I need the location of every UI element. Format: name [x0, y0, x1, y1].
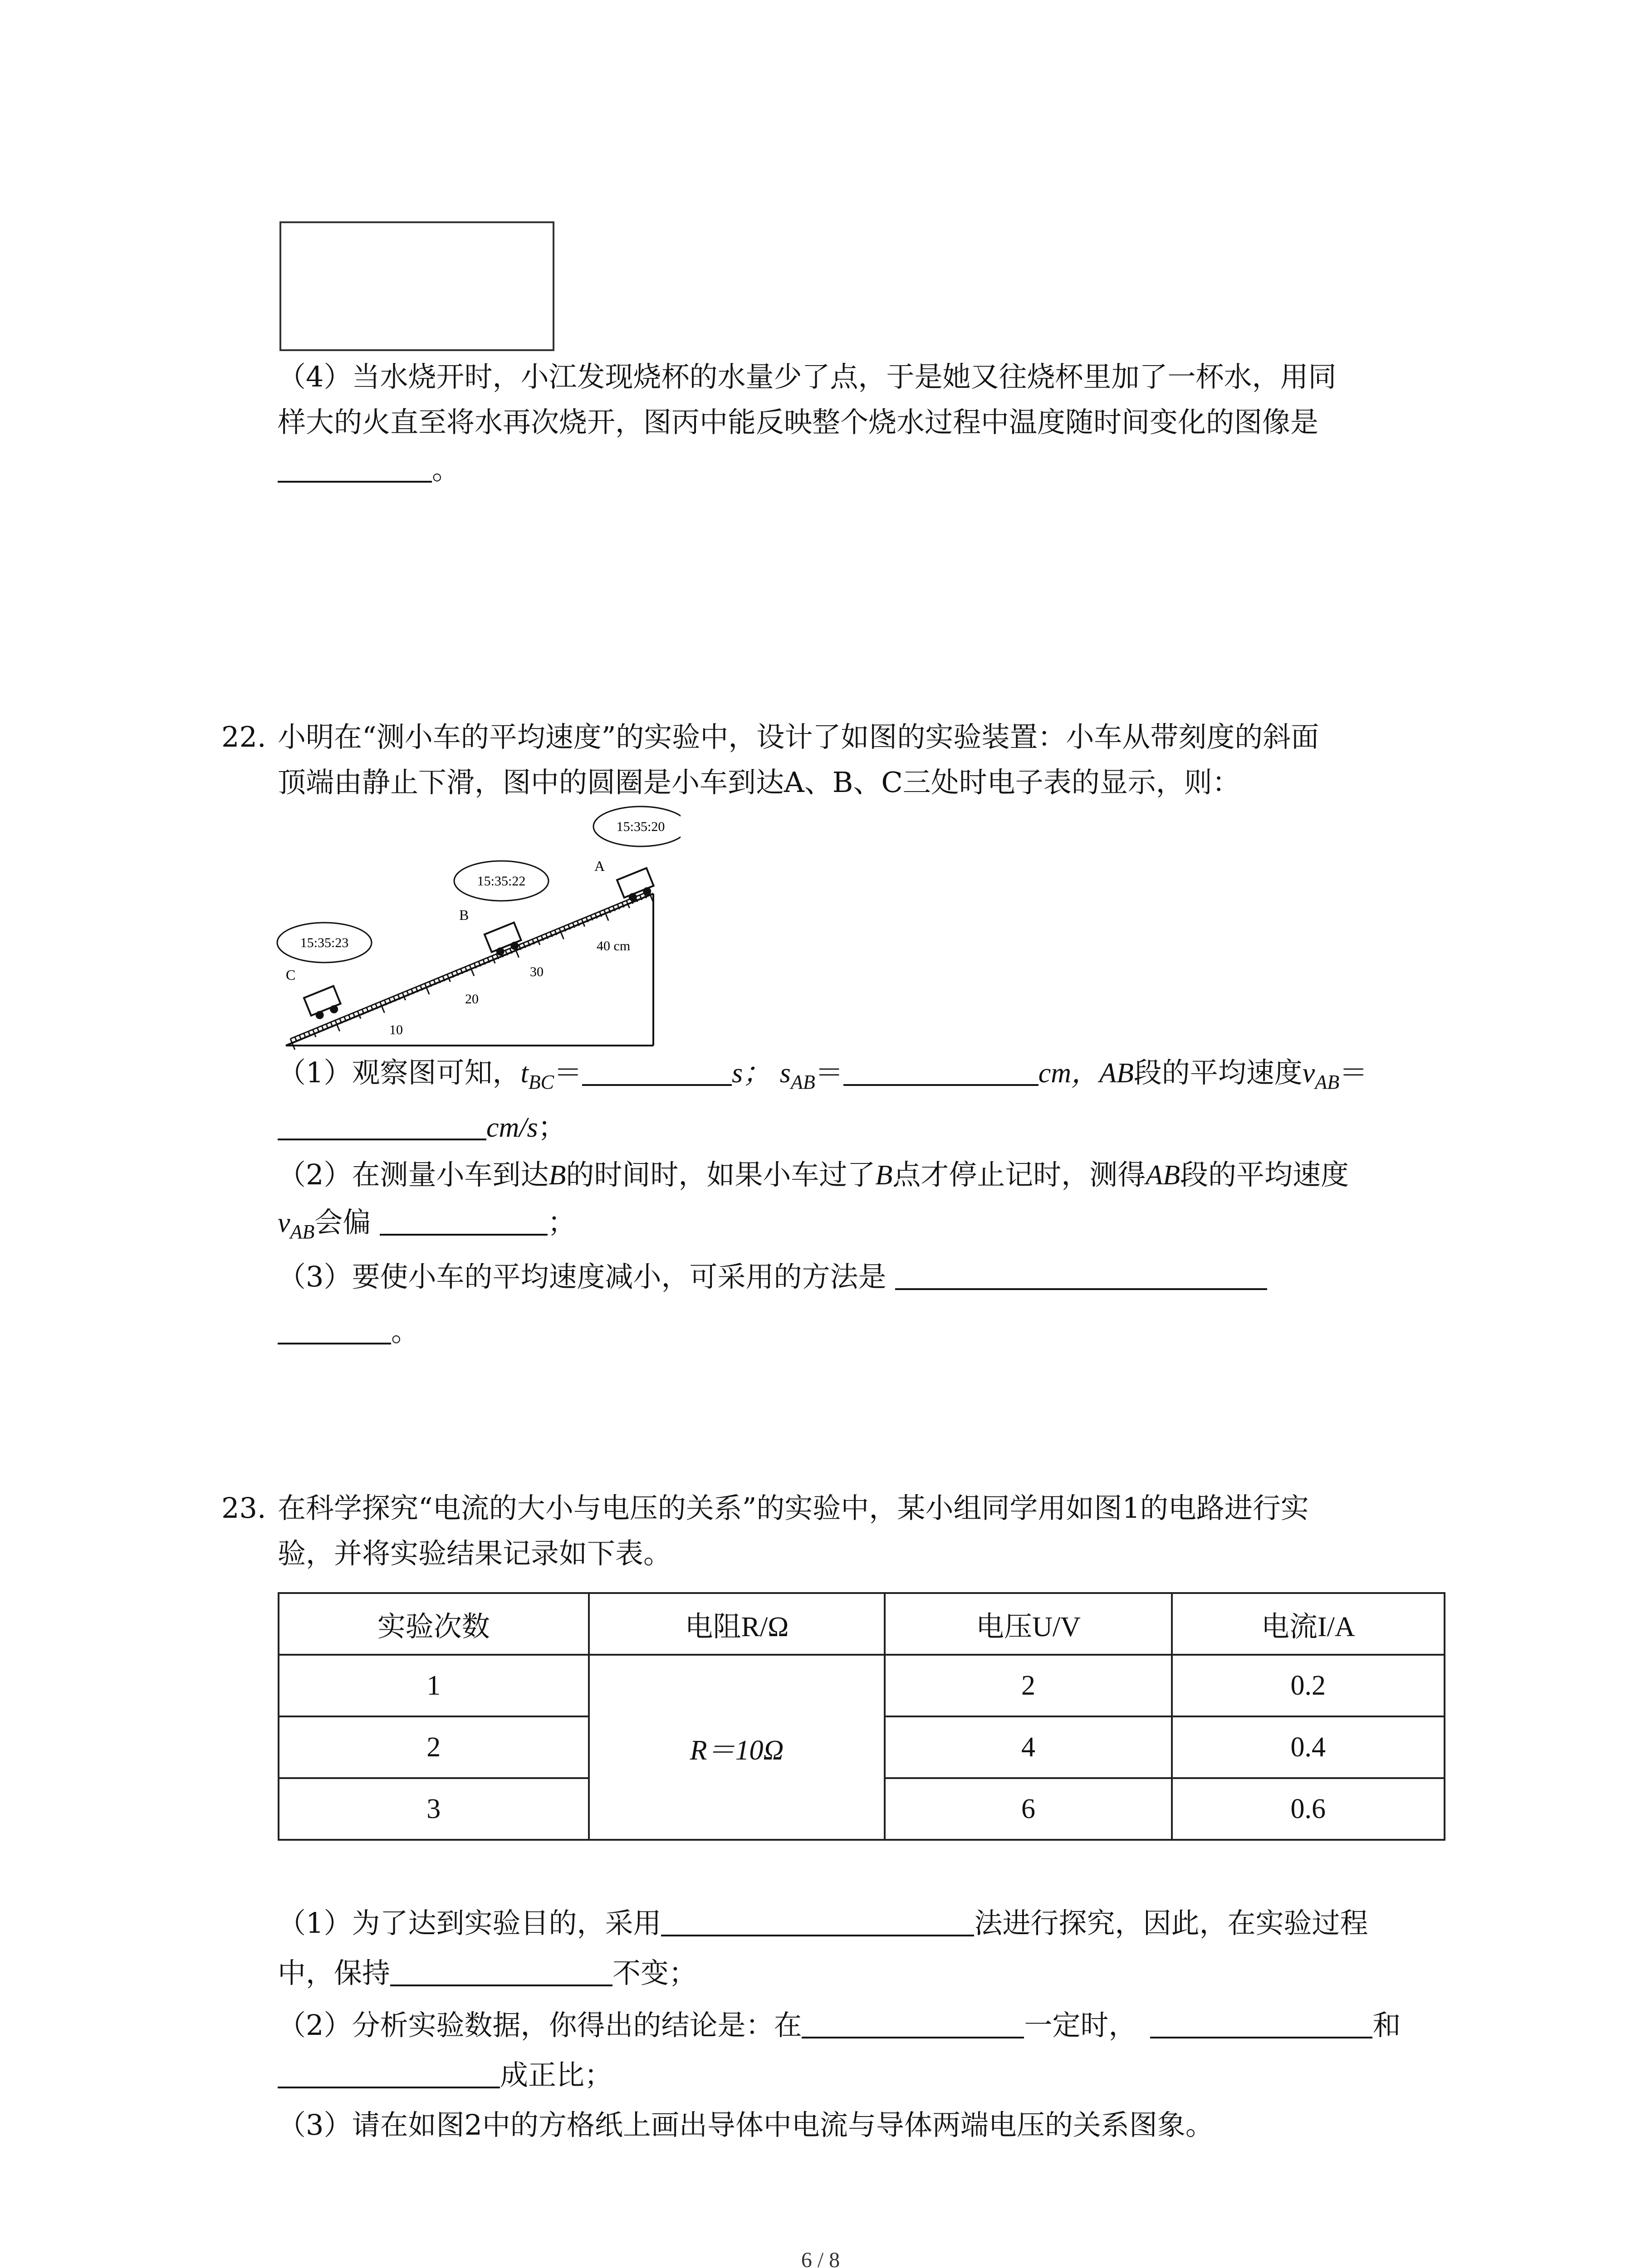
results-table [278, 1592, 1445, 1841]
constant-blank[interactable] [390, 1957, 612, 1986]
q22-part1-line1: （1）观察图可知，$t_{BC}= s$； $s_{AB}=$ cm，AB段的平均速度$v_{AB}=$ [278, 1056, 1368, 1093]
tBC-blank[interactable] [582, 1057, 732, 1086]
clock-B [454, 861, 549, 901]
cart-at-C [304, 986, 343, 1022]
method-blank-2[interactable] [278, 1315, 391, 1344]
cell-trial: 2 [279, 1716, 589, 1778]
ruler-tick [559, 928, 564, 939]
table-header-row [279, 1593, 1445, 1655]
q21-part4-line1: （4）当水烧开时，小江发现烧杯的水量少了点，于是她又往烧杯里加了一杯水，用同 [278, 360, 1337, 393]
q21-part4-answer-line: 。 [278, 449, 460, 490]
tick-40-label: 40 cm [597, 938, 631, 953]
q23-part1-line1: （1）为了达到实验目的，采用 法进行探究，因此，在实验过程 [278, 1906, 1368, 1940]
table-row [279, 1655, 1445, 1716]
header-voltage: 电压U/V [885, 1593, 1171, 1655]
quantity-blank-2[interactable] [278, 2059, 500, 2088]
answer-blank[interactable] [278, 454, 432, 483]
q23-part2-line2: 成正比； [278, 2055, 612, 2096]
q22-stem-line2: 顶端由静止下滑，图中的圆圈是小车到达A、B、C三处时电子表的显示，则： [278, 766, 1240, 799]
cell-resistance: R＝10Ω [589, 1655, 885, 1840]
tick-20-label: 20 [465, 992, 479, 1007]
ruler-tick [470, 965, 474, 976]
figure-placeholder-box [279, 221, 554, 351]
cell-trial: 1 [279, 1655, 589, 1716]
quantity-blank-1[interactable] [1150, 2009, 1372, 2038]
vAB-blank[interactable] [278, 1111, 486, 1140]
ruler-tick [425, 983, 429, 994]
header-resistance: 电阻R/Ω [589, 1593, 885, 1655]
q22-stem-line1: 小明在“测小车的平均速度”的实验中，设计了如图的实验装置：小车从带刻度的斜面 [278, 720, 1319, 753]
q21-part4-line2: 样大的火直至将水再次烧开，图丙中能反映整个烧水过程中温度随时间变化的图像是 [278, 406, 1319, 439]
svg-text:15:35:20: 15:35:20 [616, 819, 665, 834]
q22-part2-line2: $v_{AB}$会偏 ； [278, 1206, 576, 1243]
q22-part3-line1: （3）要使小车的平均速度减小，可采用的方法是 [278, 1256, 1267, 1297]
tick-10-label: 10 [389, 1022, 403, 1037]
cart-at-B [485, 923, 524, 958]
q23-part1-line2: 中，保持 不变； [278, 1956, 697, 1989]
point-C-label: C [286, 967, 296, 983]
cell-voltage: 2 [885, 1655, 1171, 1716]
q23-part3: （3）请在如图2中的方格纸上画出导体中电流与导体两端电压的关系图象。 [278, 2108, 1214, 2141]
cell-voltage: 4 [885, 1716, 1171, 1778]
bias-blank[interactable] [380, 1207, 548, 1236]
method-name-blank[interactable] [661, 1907, 974, 1936]
tick-30-label: 30 [530, 964, 544, 979]
point-B-label: B [459, 907, 469, 923]
condition-blank[interactable] [802, 2009, 1024, 2038]
q23-stem-line1: 在科学探究“电流的大小与电压的关系”的实验中，某小组同学用如图1的电路进行实 [278, 1491, 1309, 1525]
cell-trial: 3 [279, 1778, 589, 1840]
cell-voltage: 6 [885, 1778, 1171, 1840]
header-current: 电流I/A [1172, 1593, 1445, 1655]
sAB-blank[interactable] [843, 1057, 1038, 1086]
q22-part3-line2: 。 [278, 1311, 419, 1352]
method-blank-1[interactable] [895, 1261, 1267, 1290]
point-A-label: A [594, 858, 605, 874]
incline-figure [272, 798, 681, 1052]
clock-C [277, 923, 372, 963]
page-number: 6 / 8 [801, 2248, 840, 2268]
cell-current: 0.6 [1172, 1778, 1445, 1840]
cell-current: 0.4 [1172, 1716, 1445, 1778]
ruler-tick [604, 910, 608, 921]
q23-part2-line1: （2）分析实验数据，你得出的结论是：在 一定时， 和 [278, 2009, 1401, 2042]
q23-stem-line2: 验，并将实验结果记录如下表。 [278, 1537, 672, 1570]
q23-number: 23. [221, 1491, 266, 1525]
svg-text:15:35:22: 15:35:22 [477, 874, 526, 889]
header-trial: 实验次数 [279, 1593, 589, 1655]
q22-part2-line1: （2）在测量小车到达B的时间时，如果小车过了B点才停止记时，测得AB段的平均速度 [278, 1158, 1349, 1191]
ruler-tick [380, 1002, 385, 1013]
cell-current: 0.2 [1172, 1655, 1445, 1716]
q22-part1-line2: cm/s； [278, 1107, 566, 1148]
clock-A [593, 807, 681, 846]
q22-number: 22. [221, 720, 266, 753]
svg-text:15:35:23: 15:35:23 [300, 935, 349, 950]
